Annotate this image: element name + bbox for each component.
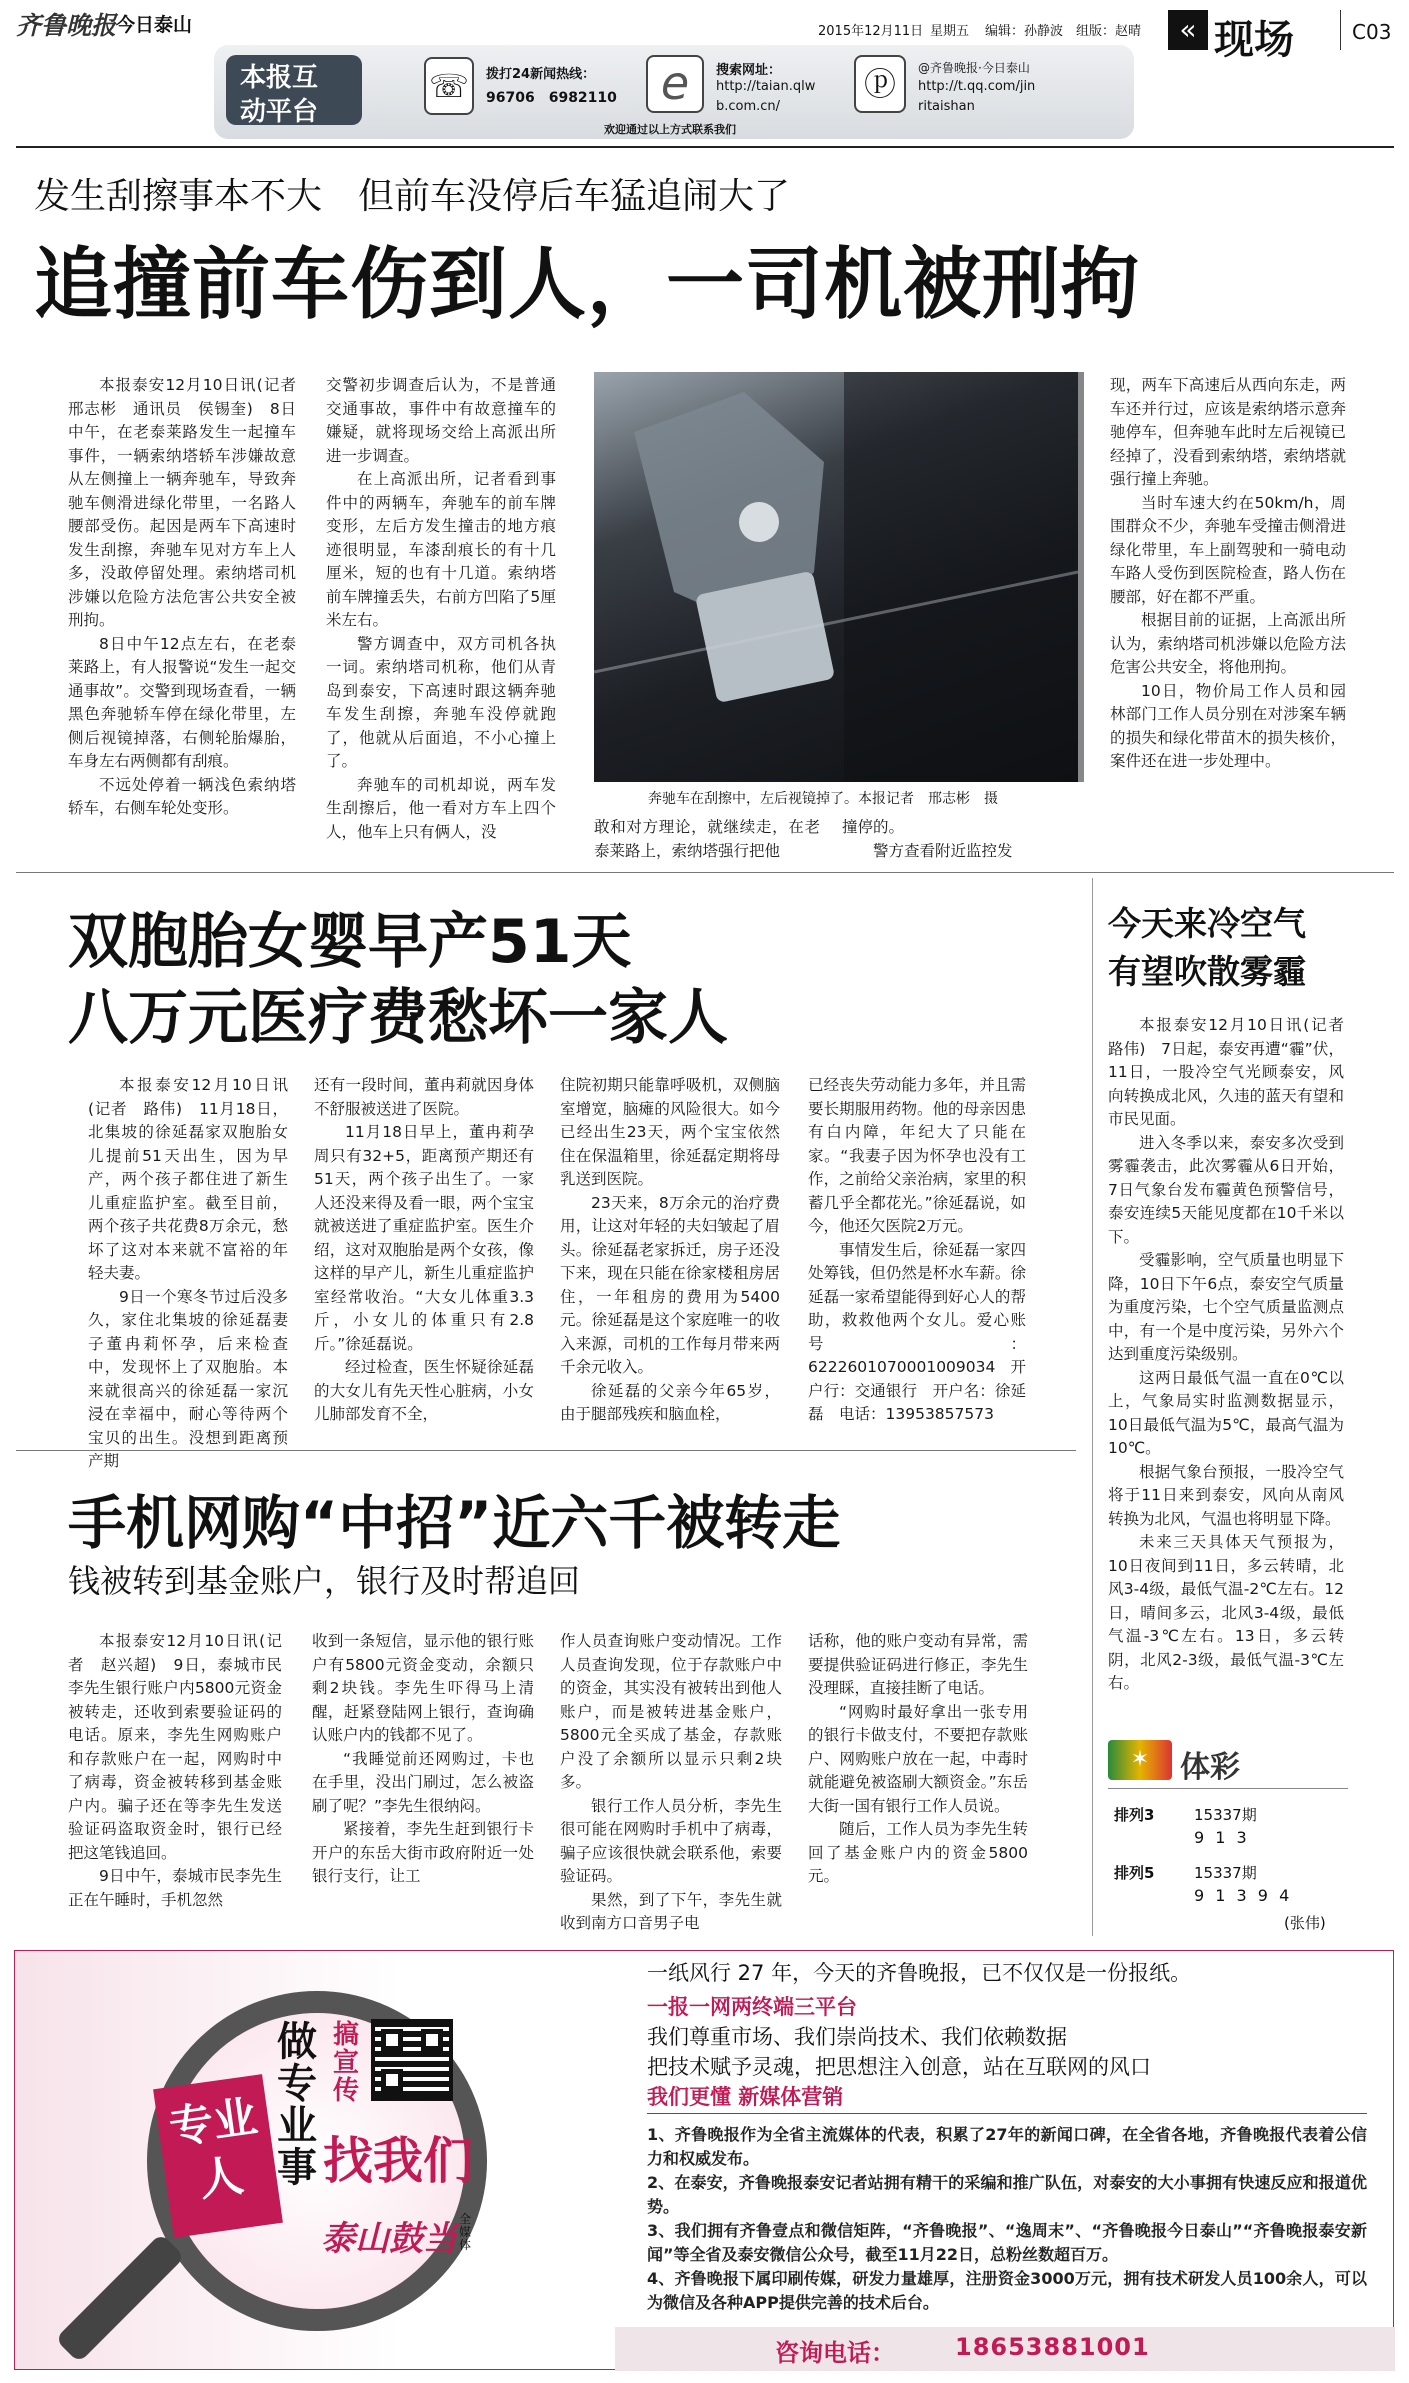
phone-icon: ☏ [424,57,474,115]
ad-rule [647,2113,1367,2114]
ad-line3: 我们尊重市场、我们崇尚技术、我们依赖数据 [647,2025,1067,2049]
lottery-row1-issue: 15337期 [1194,1806,1257,1824]
ad-phone-number[interactable]: 18653881001 [955,2333,1150,2361]
a3-col2 [312,1630,534,1936]
masthead-rule [16,146,1394,148]
a3-c2-p2: “我睡觉前还网购过，卡也在手里，没出门刷过，怎么被盗刷了呢？”李先生很纳闷。 [312,1749,534,1815]
lottery-rule [1108,1788,1348,1789]
a1-c5-p3: 根据目前的证据，上高派出所认为，索纳塔司机涉嫌以危险方法危害公共安全，将他刑拘。 [1110,611,1346,676]
a2-col1 [88,1074,288,1470]
a3-headline: 手机网购“中招”近六千被转走 [68,1489,841,1557]
a2-col2 [314,1074,534,1444]
a1-c2-p1: 交警初步调查后认为，不是普通交通事故，事件中有故意撞车的嫌疑，就将现场交给上高派出所进一步调查。 [326,376,556,465]
a4-body [1108,1014,1360,1726]
a3-c3-p1: 作人员查询账户变动情况。工作人员查询发现，位于存款账户中的资金，其实没有被转出到他人账户，而是被转进基金账户，5800元全买成了基金，存款账户没了余额所以显示只剩2块多。 [560,1632,782,1791]
a2-bottom-rule [16,1450,1076,1451]
interact-title-1: 本报互 [240,63,319,93]
lottery-row2-issue: 15337期 [1194,1864,1257,1882]
a1-c5-p1: 现，两车下高速后从西向东走，两车还并行过，应该是索纳塔示意奔驰停车，但奔驰车此时左后视镜已经掉了，没看到索纳塔，索纳塔就强行撞上奔驰。 [1110,376,1346,488]
ad-line4: 把技术赋予灵魂，把思想注入创意，站在互联网的风口 [647,2055,1151,2079]
a3-c3-p2: 银行工作人员分析，李先生很可能在网购时手机中了病毒，骗子应该很快就会联系他，索要验证码。 [560,1796,782,1885]
editor-credit: 编辑：孙静波 [985,24,1064,39]
issue-date: 2015年12月11日 [818,24,924,39]
section-title: 现场 [1214,17,1294,63]
mirror-wreck-illustration [594,372,1078,782]
ad-ver3: 找我们 [323,2132,473,2190]
a4-headline-2: 有望吹散雾霾 [1108,952,1306,991]
ad-line1: 一纸风行 27 年，今天的齐鲁晚报，已不仅仅是一份报纸。 [647,1961,1192,1985]
a1-c3-p1: 敢和对方理论，就继续走，在老泰莱路上，索纳塔强行把他 [594,818,820,860]
a2-c4-p1: 已经丧失劳动能力多年，并且需要长期服用药物。他的母亲因患有白内障，年纪大了只能在家。“我妻子因为怀孕也没有工作，之前给父亲治病，家里的积蓄几乎全都花光。”徐延磊说，如今，他还欠医院2万元。 [808,1076,1026,1235]
interact-title-2: 动平台 [240,97,319,127]
a3-col4 [808,1630,1028,1936]
a2-headline-1: 双胞胎女婴早产51天 [68,907,632,977]
ad-brand: 泰山鼓当 [321,2219,457,2259]
weibo-url-2[interactable]: ritaishan [918,99,975,114]
ad-phone-label: 咨询电话： [775,2339,895,2367]
a2-c1-p2: 9日一个寒冬节过后没多久，家住北集坡的徐延磊妻子董冉莉怀孕，后来检查中，发现怀上了双胞胎。本来就很高兴的徐延磊一家沉浸在幸福中，耐心等待两个宝贝的出生。没想到距离预产期 [88,1287,288,1470]
ad-handle [55,2233,185,2363]
a3-col1 [68,1630,282,1936]
a2-c2-p2: 11月18日早上，董冉莉孕周只有32+5，距离预产期还有51天，两个孩子出生了。一家人还没来得及看一眼，两个宝宝就被送进了重症监护室。医生介绍，这对双胞胎是两个女孩，像这样的早产儿，新生儿重症监护室经常收治。“大女儿体重3.3斤，小女儿的体重只有2.8斤。”徐延磊说。 [314,1123,534,1353]
edition-label: 今日泰山 [116,14,193,36]
a1-c1-p3: 不远处停着一辆浅色索纳塔轿车，右侧车轮处变形。 [68,775,296,817]
a4-p3: 受霾影响，空气质量也明显下降，10日下午6点，泰安空气质量为重度污染，七个空气质量监测点中，有一个是中度污染，另外六个达到重度污染级别。 [1108,1251,1344,1363]
ad-item-2: 2、在泰安，齐鲁晚报泰安记者站拥有精干的采编和推广队伍，对泰安的大小事拥有快速反应和报道优势。 [647,2173,1367,2216]
a1-col3 [594,816,820,864]
ad-items [647,2123,1367,2323]
a2-c3-p3: 徐延磊的父亲今年65岁，由于腿部残疾和脑血栓， [560,1381,780,1423]
a3-col3 [560,1630,782,1936]
a3-c1-p1: 本报泰安12月10日讯(记者 赵兴超) 9日，泰城市民李先生银行账户内5800元资金被转走，还收到索要验证码的电话。原来，李先生网购账户和存款账户在一起，网购时中了病毒，资金被转移到基金账户内。骗子还在等李先生发送验证码盗取资金时，银行已经把这笔钱追回。 [68,1632,282,1862]
a4-p4: 这两日最低气温一直在0℃以上，气象局实时监测数据显示，10日最低气温为5℃，最高气温为10℃。 [1108,1368,1344,1457]
hotline-label: 拨打24新闻热线： [486,67,596,82]
a3-c1-p2: 9日中午，泰城市民李先生正在午睡时，手机忽然 [68,1867,282,1909]
a1-c1-p1: 本报泰安12月10日讯(记者 邢志彬 通讯员 侯锡奎) 8日中午，在老泰莱路发生一起撞车事件，一辆索纳塔轿车涉嫌故意从左侧撞上一辆奔驰车，导致奔驰车侧滑进绿化带里，一名路人腰部受伤。起因是两车下高速时发生刮擦，奔驰车见对方车上人多，没敢停留处理。索纳塔司机涉嫌以危险方法危害公共安全被刑拘。 [68,376,312,629]
ad-banner [14,1950,1394,2370]
a1-c5-p4: 10日，物价局工作人员和园林部门工作人员分别在对涉案车辆的损失和绿化带苗木的损失核价，案件还在进一步处理中。 [1110,681,1346,770]
ad-brand-sub: 全媒体 [459,2212,472,2252]
a4-p1: 本报泰安12月10日讯(记者 路伟) 7日起，泰安再遭“霾”伏，11日，一股冷空气光顾泰安，风向转换成北风，久违的蓝天有望和市民见面。 [1108,1016,1360,1128]
a2-c3-p1: 住院初期只能靠呼吸机，双侧脑室增宽，脑瘫的风险很大。如今已经出生23天，两个宝宝依然住在保温箱里，徐延磊定期将母乳送到医院。 [560,1076,780,1188]
a1-c2-p3: 警方调查中，双方司机各执一词。索纳塔司机称，他们从青岛到泰安，下高速时跟这辆奔驰车发生刮擦，奔驰车没停就跑了，他就从后面追，不小心撞上了。 [326,634,556,770]
a1-bottom-rule [16,872,1394,873]
a3-c3-p3: 果然，到了下午，李先生就收到南方口音男子电 [560,1890,782,1932]
a4-p2: 进入冬季以来，泰安多次受到雾霾袭击，此次雾霾从6日开始，7日气象台发布霾黄色预警信号，泰安连续5天能见度都在10千米以下。 [1108,1133,1344,1246]
a1-kicker: 发生刮擦事本不大 但前车没停后车猛追闹大了 [34,176,791,217]
weibo-url-1[interactable]: http://t.qq.com/jin [918,79,1036,94]
a1-headline: 追撞前车伤到人，一司机被刑拘 [34,240,1141,330]
a3-c4-p2: “网购时最好拿出一张专用的银行卡做支付，不要把存款账户、网购账户放在一起，中毒时就能避免被盗刷大额资金。”东岳大街一国有银行工作人员说。 [808,1702,1028,1815]
lottery-row2-name: 排列5 [1114,1864,1155,1882]
a4-headline-1: 今天来冷空气 [1108,904,1306,943]
a1-col1 [68,374,312,864]
interact-bar [214,45,1134,139]
masthead [0,0,1409,140]
a1-col4 [842,816,1078,864]
ad-line5: 我们更懂 新媒体营销 [647,2085,844,2109]
lottery-box [1108,1740,1348,1930]
ad-line2: 一报一网两终端三平台 [647,1995,857,2019]
lottery-logo-icon: ✶ [1108,1740,1172,1780]
a3-subhead: 钱被转到基金账户，银行及时帮追回 [68,1562,581,1600]
a3-c2-p1: 收到一条短信，显示他的银行账户有5800元资金变动，余额只剩2块钱。李先生吓得马上清醒，赶紧登陆网上银行，查询确认账户内的钱都不见了。 [312,1632,534,1744]
a1-col2 [326,374,556,864]
ad-ver2: 搞宣传 [333,2020,360,2106]
hotline-number: 96706 6982110 [486,90,617,106]
ad-item-3: 3、我们拥有齐鲁壹点和微信矩阵，“齐鲁晚报”、“逸周末”、“齐鲁晚报今日泰山”“齐鲁晚报泰安新闻”等全省及泰安微信公众号，截至11月22日，总粉丝数超百万。 [647,2221,1367,2264]
lottery-row1-name: 排列3 [1114,1806,1155,1824]
a1-photo [594,372,1078,782]
a1-c5-p2: 当时车速大约在50km/h，周围群众不少，奔驰车受撞击侧滑进绿化带里，车上副驾驶和一骑电动车路人受伤到医院检查，路人伤在腰部，好在都不严重。 [1110,493,1346,606]
double-chevron-icon: « [1168,10,1208,50]
a1-c1-p2: 8日中午12点左右，在老泰莱路上，有人报警说“发生一起交通事故”。交警到现场查看，一辆黑色奔驰轿车停在绿化带里，左侧后视镜掉落，右侧轮胎爆胎，车身左右两侧都有刮痕。 [68,634,296,770]
paper-logo: 齐鲁晚报 [16,11,117,40]
a1-c2-p2: 在上高派出所，记者看到事件中的两辆车，奔驰车的前车牌变形，左后方发生撞击的地方痕迹很明显，车漆刮痕长的有十几厘米，短的也有十几道。索纳塔前车牌撞丢失，右前方凹陷了5厘米左右。 [326,470,556,629]
a1-col5 [1110,374,1346,864]
lottery-byline: (张伟) [1284,1914,1326,1932]
weibo-label: @齐鲁晚报·今日泰山 [918,61,1030,75]
web-url-1[interactable]: http://taian.qlw [716,79,816,94]
a1-c2-p4: 奔驰车的司机却说，两车发生刮擦后，他一看对方车上四个人，他车上只有俩人，没 [326,775,556,841]
a3-c4-p3: 随后，工作人员为李先生转回了基金账户内的资金5800元。 [808,1820,1028,1885]
a2-col3 [560,1074,780,1444]
masthead-divider [1340,10,1341,50]
ad-item-1: 1、齐鲁晚报作为全省主流媒体的代表，积累了27年的新闻口碑，在全省各地，齐鲁晚报代表着公信力和权威发布。 [647,2125,1367,2168]
sidebar-divider [1092,878,1093,1936]
interact-footer: 欢迎通过以上方式联系我们 [604,123,736,136]
a1-c4-p2: 警方查看附近监控发 [873,841,1013,860]
a2-c2-p3: 经过检查，医生怀疑徐延磊的大女儿有先天性心脏病，小女儿肺部发育不全， [314,1358,534,1423]
qr-code-icon[interactable] [371,2019,453,2101]
a2-c3-p2: 23天来，8万余元的治疗费用，让这对年轻的夫妇皱起了眉头。徐延磊老家拆迁，房子还没下来，现在只能在徐家楼租房居住，一年租房的费用为5400元。徐延磊是这个家庭唯一的收入来源，司机的工作每月带来两千余元收入。 [560,1193,780,1376]
a3-c2-p3: 紧接着，李先生赶到银行卡开户的东岳大街市政府附近一处银行支行，让工 [312,1820,534,1885]
ad-ver1: 做专业事 [277,2019,317,2191]
designer-credit: 组版：赵晴 [1076,24,1142,39]
a2-c4-p2: 事情发生后，徐延磊一家四处筹钱，但仍然是杯水车薪。徐延磊一家希望能得到好心人的帮助，救救他两个女儿。爱心账号：6222601070001009034开户行：交通银行 开户名：徐延磊 电话：13953857573 [808,1240,1026,1423]
weibo-icon: ⓟ [854,55,906,113]
lottery-row2-nums: 9 1 3 9 4 [1194,1886,1293,1905]
web-url-2[interactable]: b.com.cn/ [716,99,781,114]
a2-col4 [808,1074,1026,1444]
a2-headline-2: 八万元医疗费愁坏一家人 [68,983,728,1053]
a3-c4-p1: 话称，他的账户变动有异常，需要提供验证码进行修正，李先生没理睬，直接挂断了电话。 [808,1632,1028,1697]
a1-photo-caption: 奔驰车在刮擦中，左后视镜掉了。本报记者 邢志彬 摄 [648,791,998,807]
a2-c2-p1: 还有一段时间，董冉莉就因身体不舒服被送进了医院。 [314,1076,534,1118]
issue-weekday: 星期五 [930,24,970,39]
lottery-row1-nums: 9 1 3 [1194,1828,1250,1847]
a2-c1-p1: 本报泰安12月10日讯(记者 路伟) 11月18日，北集坡的徐延磊家双胞胎女儿提前51天出生，因为早产，两个孩子都住进了新生儿重症监护室。截至目前，两个孩子共花费8万余元，愁坏了这对本来就不富裕的年轻夫妻。 [88,1076,288,1282]
ad-item-4: 4、齐鲁晚报下属印刷传媒，研发力量雄厚，注册资金3000万元，拥有技术研发人员100余人，可以为微信及各种APP提供完善的技术后台。 [647,2269,1367,2312]
lottery-title: 体彩 [1180,1750,1240,1785]
a4-p6: 未来三天具体天气预报为，10日夜间到11日，多云转晴，北风3-4级，最低气温-2℃左右。12日，晴间多云，北风3-4级，最低气温-3℃左右。13日，多云转阴，北风2-3级，最低气温-3℃左右。 [1108,1533,1344,1692]
a4-p5: 根据气象台预报，一股冷空气将于11日来到泰安，风向从南风转换为北风，气温也将明显下降。 [1108,1462,1344,1528]
web-label: 搜索网址： [716,63,782,78]
ie-icon: e [646,55,704,113]
a1-c4-p1: 撞停的。 [842,818,905,836]
page-number: C03 [1352,20,1392,44]
ad-big-pro: 专业人 [153,2074,283,2238]
